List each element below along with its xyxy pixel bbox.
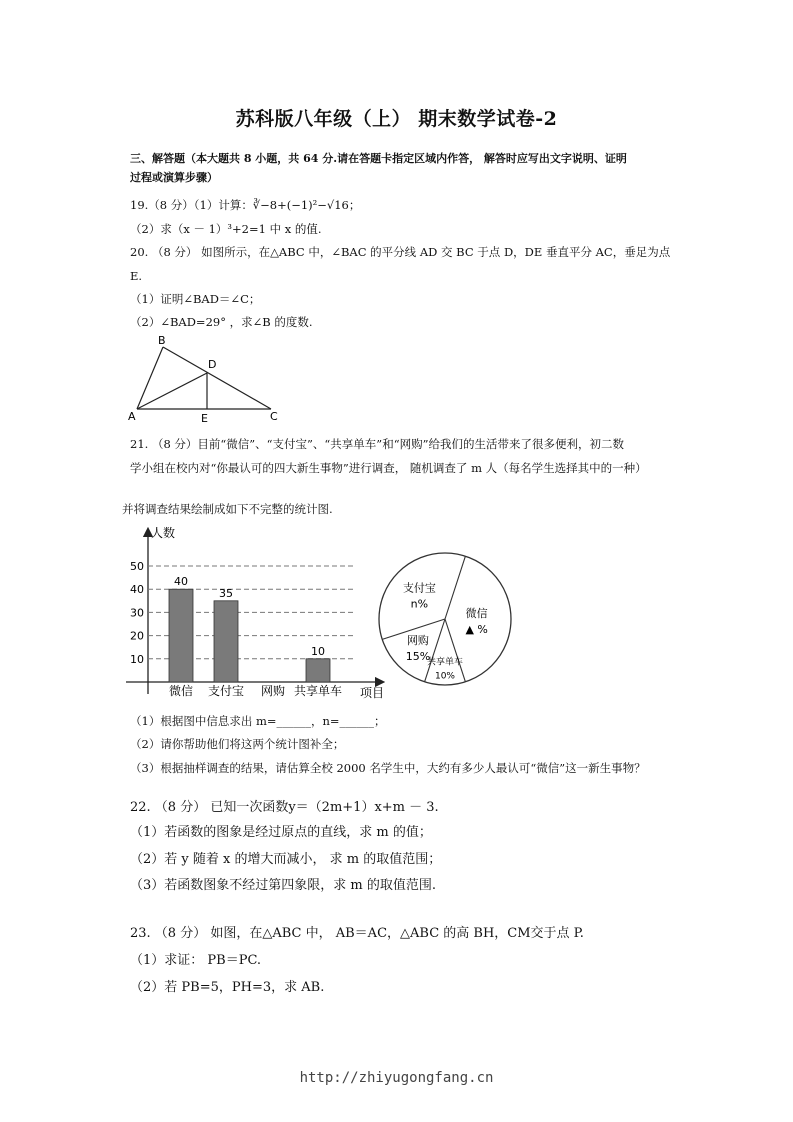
q20-part2: （2）∠BAD=29° ，求∠B 的度数. xyxy=(130,315,313,329)
pie-slice-value: 10% xyxy=(434,671,456,682)
pie-chart xyxy=(372,546,518,692)
q20-line1: 20. （8 分） 如图所示，在△ABC 中，∠BAC 的平分线 AD 交 BC 于点 D，DE 垂直平分 AC，垂足为点 xyxy=(130,245,671,259)
x-category-label: 共享单车 xyxy=(293,684,343,698)
y-tick-label: 30 xyxy=(130,606,144,620)
x-category-label: 微信 xyxy=(168,684,194,698)
footer-url: http://zhiyugongfang.cn xyxy=(299,1070,494,1086)
q21-line3: 并将调查结果绘制成如下不完整的统计图. xyxy=(122,502,333,516)
y-tick-label: 10 xyxy=(130,652,144,666)
label-c: C xyxy=(270,410,278,423)
x-category-label: 支付宝 xyxy=(207,684,245,698)
section-heading-line2: 过程或演算步骤） xyxy=(130,171,218,184)
q22-line1: 22. （8 分） 已知一次函数y＝（2m+1）x+m － 3. xyxy=(130,800,439,815)
q19-part2: （2）求（x － 1）³+2=1 中 x 的值. xyxy=(130,222,322,236)
q21-line2: 学小组在校内对“你最认可的四大新生事物”进行调查， 随机调查了 m 人（每名学生选择其中的一种） xyxy=(130,461,647,475)
pie-slice-label: 网购 xyxy=(406,634,429,648)
bar-value-label: 40 xyxy=(174,575,188,589)
page-title: 苏科版八年级（上） 期末数学试卷-2 xyxy=(235,108,558,130)
q23-line1: 23. （8 分） 如图，在△ABC 中， AB＝AC，△ABC 的高 BH，CM交于点 P. xyxy=(130,926,584,941)
section-heading-line1: 三、解答题（本大题共 8 小题，共 64 分.请在答题卡指定区域内作答， 解答时应写出文字说明、证明 xyxy=(130,152,627,165)
q21-part2: （2）请你帮助他们将这两个统计图补全； xyxy=(130,737,345,751)
bar xyxy=(214,601,238,682)
q21-part3: （3）根据抽样调查的结果，请估算全校 2000 名学生中，大约有多少人最认可“微信”这一新生事物？ xyxy=(130,761,646,775)
q22-part2: （2）若 y 随着 x 的增大而减小， 求 m 的取值范围； xyxy=(130,852,442,867)
pie-slice-value: 15% xyxy=(405,650,431,664)
q19-part1: 19.（8 分）（1）计算：∛−8+(−1)²−√16； xyxy=(130,198,361,212)
y-tick-label: 40 xyxy=(130,583,144,597)
label-a: A xyxy=(128,410,136,423)
x-category-label: 网购 xyxy=(260,684,286,698)
bar-value-label: 10 xyxy=(311,644,325,658)
q23-part1: （1）求证： PB＝PC. xyxy=(130,953,262,968)
pie-slice-label: 支付宝 xyxy=(402,581,436,595)
q20-line2: E. xyxy=(130,269,143,283)
bar-chart xyxy=(118,522,396,706)
q20-part1: （1）证明∠BAD＝∠C； xyxy=(130,292,261,306)
triangle-figure xyxy=(124,332,284,424)
y-axis-label: 人数 xyxy=(151,526,176,540)
pie-slice-value: n% xyxy=(410,597,429,611)
y-tick-label: 50 xyxy=(130,560,144,573)
segment-ad xyxy=(137,373,207,409)
q21-line1: 21. （8 分）目前“微信”、“支付宝”、“共享单车”和“网购”给我们的生活带来了很多便利，初二数 xyxy=(130,437,624,451)
q22-part1: （1）若函数的图象是经过原点的直线，求 m 的值； xyxy=(130,825,432,840)
q22-part3: （3）若函数图象不经过第四象限，求 m 的取值范围. xyxy=(130,878,436,893)
q21-part1: （1）根据图中信息求出 m=______，n=______； xyxy=(130,714,386,728)
bar xyxy=(169,589,193,682)
pie-slice-label: 共享单车 xyxy=(426,657,464,668)
x-axis-label: 项目 xyxy=(360,686,385,700)
y-tick-label: 20 xyxy=(130,629,144,643)
bar xyxy=(306,659,330,682)
label-b: B xyxy=(158,334,166,347)
pie-slice-value: ▲ % xyxy=(465,623,488,636)
q23-part2: （2）若 PB=5，PH=3，求 AB. xyxy=(130,980,325,995)
label-d: D xyxy=(208,358,217,371)
segment-ab xyxy=(137,347,163,409)
label-e: E xyxy=(201,412,208,424)
segment-bc xyxy=(163,347,271,409)
bar-value-label: 35 xyxy=(219,586,233,600)
pie-slice-label: 微信 xyxy=(465,607,488,620)
